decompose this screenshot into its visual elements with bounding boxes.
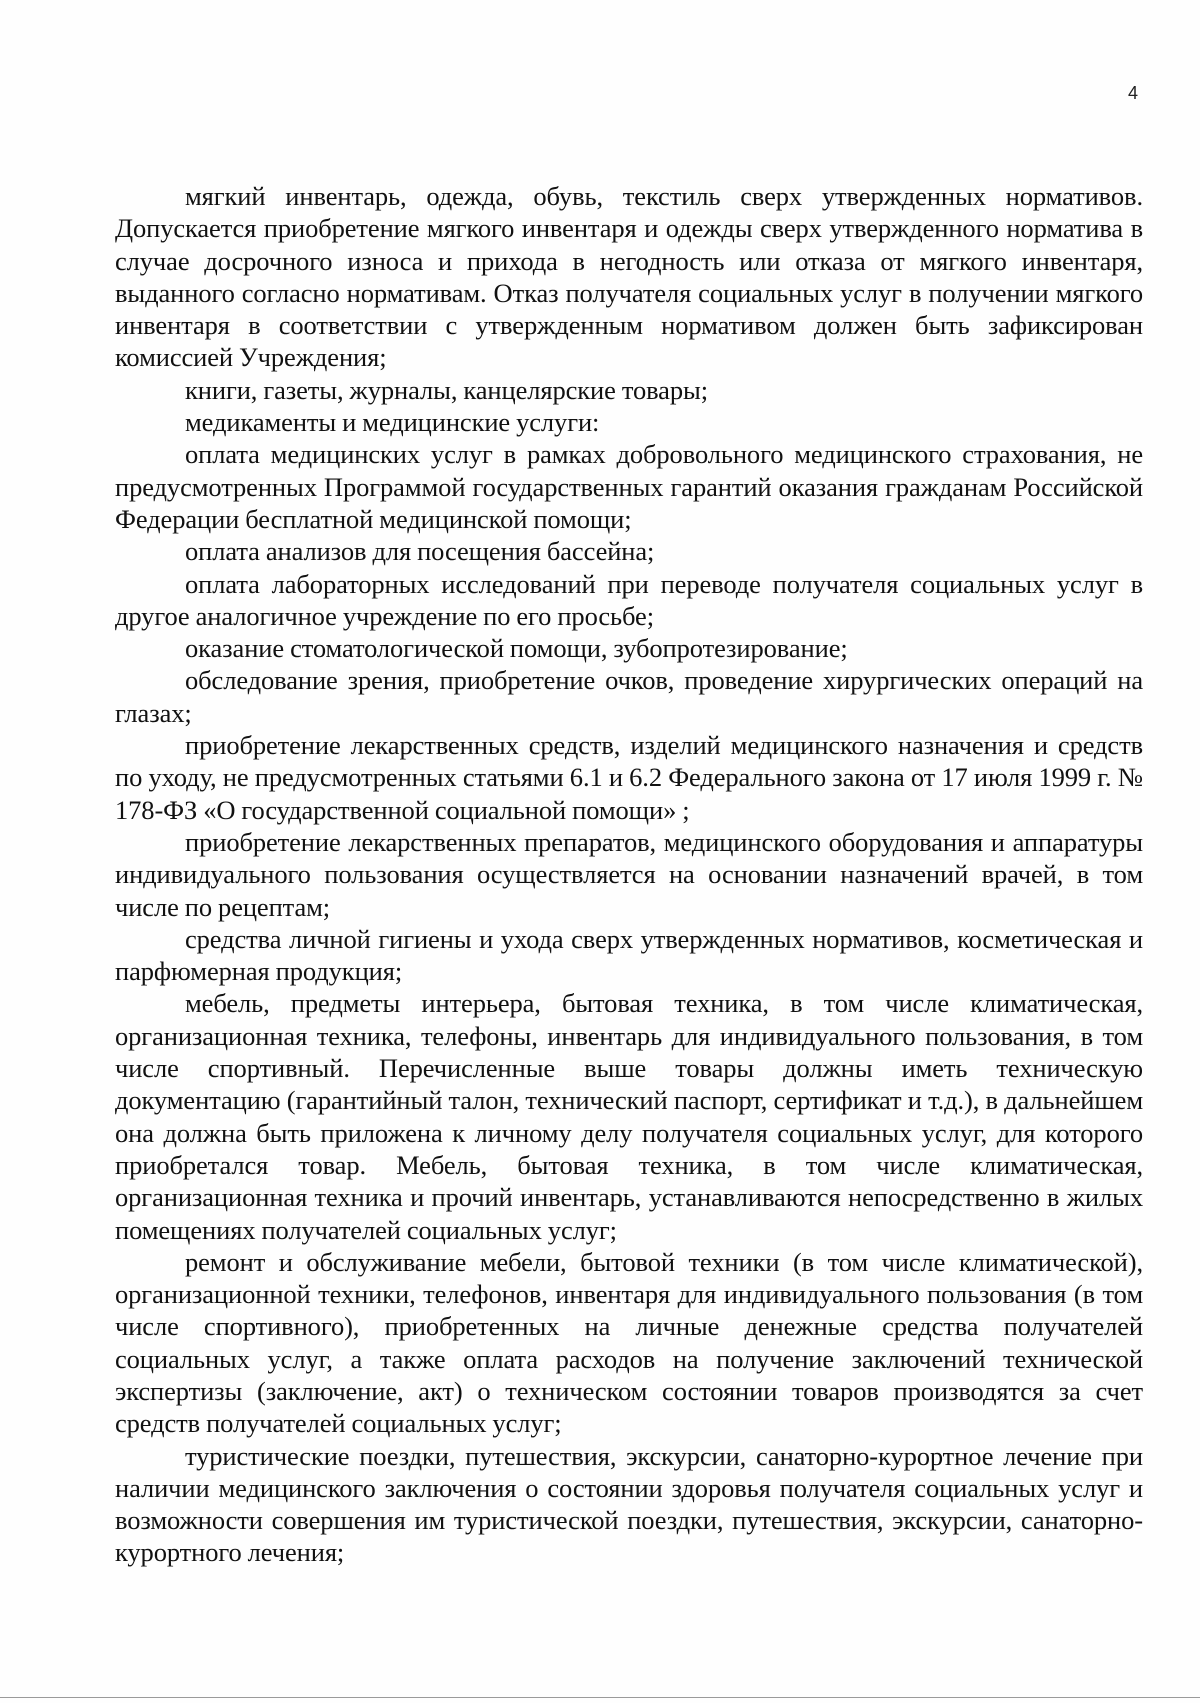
document-body bbox=[115, 180, 1143, 1569]
paragraph-lab-tests: оплата лабораторных исследований при переводе получателя социальных услуг в другое аналогичное учреждение по его просьбе; bbox=[115, 568, 1143, 631]
paragraph-furniture: мебель, предметы интерьера, бытовая техника, в том числе климатическая, организационная техника, телефоны, инвентарь для индивидуального пользования, в том числе спортивный. Перечисленные выше товары должны иметь техническую документацию (гарантийный талон, технический паспорт, сертификат и т.д.), в дальнейшем она должна быть приложена к личному делу получателя социальных услуг, для которого приобретался товар. Мебель, бытовая техника, в том числе климатическая, организационная техника и прочий инвентарь, устанавливаются непосредственно в жилых помещениях получателей социальных услуг; bbox=[115, 988, 1143, 1245]
paragraph-pool-tests: оплата анализов для посещения бассейна; bbox=[185, 536, 655, 567]
paragraph-medical-insurance: оплата медицинских услуг в рамках добровольного медицинского страхования, не предусмотренных Программой государственных гарантий оказания гражданам Российской Федерации бесплатной медицинской помощи; bbox=[115, 439, 1143, 534]
paragraph-vision: обследование зрения, приобретение очков, проведение хирургических операций на глазах; bbox=[115, 665, 1143, 728]
paragraph-drugs-purchase: приобретение лекарственных средств, изделий медицинского назначения и средств по уходу, не предусмотренных статьями 6.1 и 6.2 Федерального закона от 17 июля 1999 г. № 178-ФЗ «О государственной социальной помощи» ; bbox=[115, 730, 1143, 825]
paragraph-repair: ремонт и обслуживание мебели, бытовой техники (в том числе климатической), организационной техники, телефонов, инвентаря для индивидуального пользования (в том числе спортивного), приобретенных на личные денежные средства получателей социальных услуг, а также оплата расходов на получение заключений технической экспертизы (заключение, акт) о техническом состоянии товаров производятся за счет средств получателей социальных услуг; bbox=[115, 1246, 1143, 1439]
page-number: 4 bbox=[1127, 83, 1138, 103]
bottom-scan-edge bbox=[0, 1697, 1200, 1698]
paragraph-soft-inventory: мягкий инвентарь, одежда, обувь, текстиль сверх утвержденных нормативов. Допускается приобретение мягкого инвентаря и одежды сверх утвержденного норматива в случае досрочного износа и прихода в негодность или отказа от мягкого инвентаря, выданного согласно нормативам. Отказ получателя социальных услуг в получении мягкого инвентаря в соответствии с утвержденным нормативом должен быть зафиксирован комиссией Учреждения; bbox=[115, 181, 1143, 373]
paragraph-hygiene: средства личной гигиены и ухода сверх утвержденных нормативов, косметическая и парфюмерная продукция; bbox=[115, 923, 1143, 987]
paragraph-books: книги, газеты, журналы, канцелярские товары; bbox=[185, 374, 708, 405]
paragraph-travel: туристические поездки, путешествия, экскурсии, санаторно-курортное лечение при наличии медицинского заключения о состоянии здоровья получателя социальных услуг и возможности совершения им туристической поездки, путешествия, экскурсии, санаторно-курортного лечения; bbox=[115, 1440, 1143, 1568]
paragraph-equipment: приобретение лекарственных препаратов, медицинского оборудования и аппаратуры индивидуального пользования осуществляется на основании назначений врачей, в том числе по рецептам; bbox=[115, 826, 1143, 922]
paragraph-medicines: медикаменты и медицинские услуги: bbox=[185, 407, 600, 438]
paragraph-dental: оказание стоматологической помощи, зубопротезирование; bbox=[185, 633, 848, 664]
